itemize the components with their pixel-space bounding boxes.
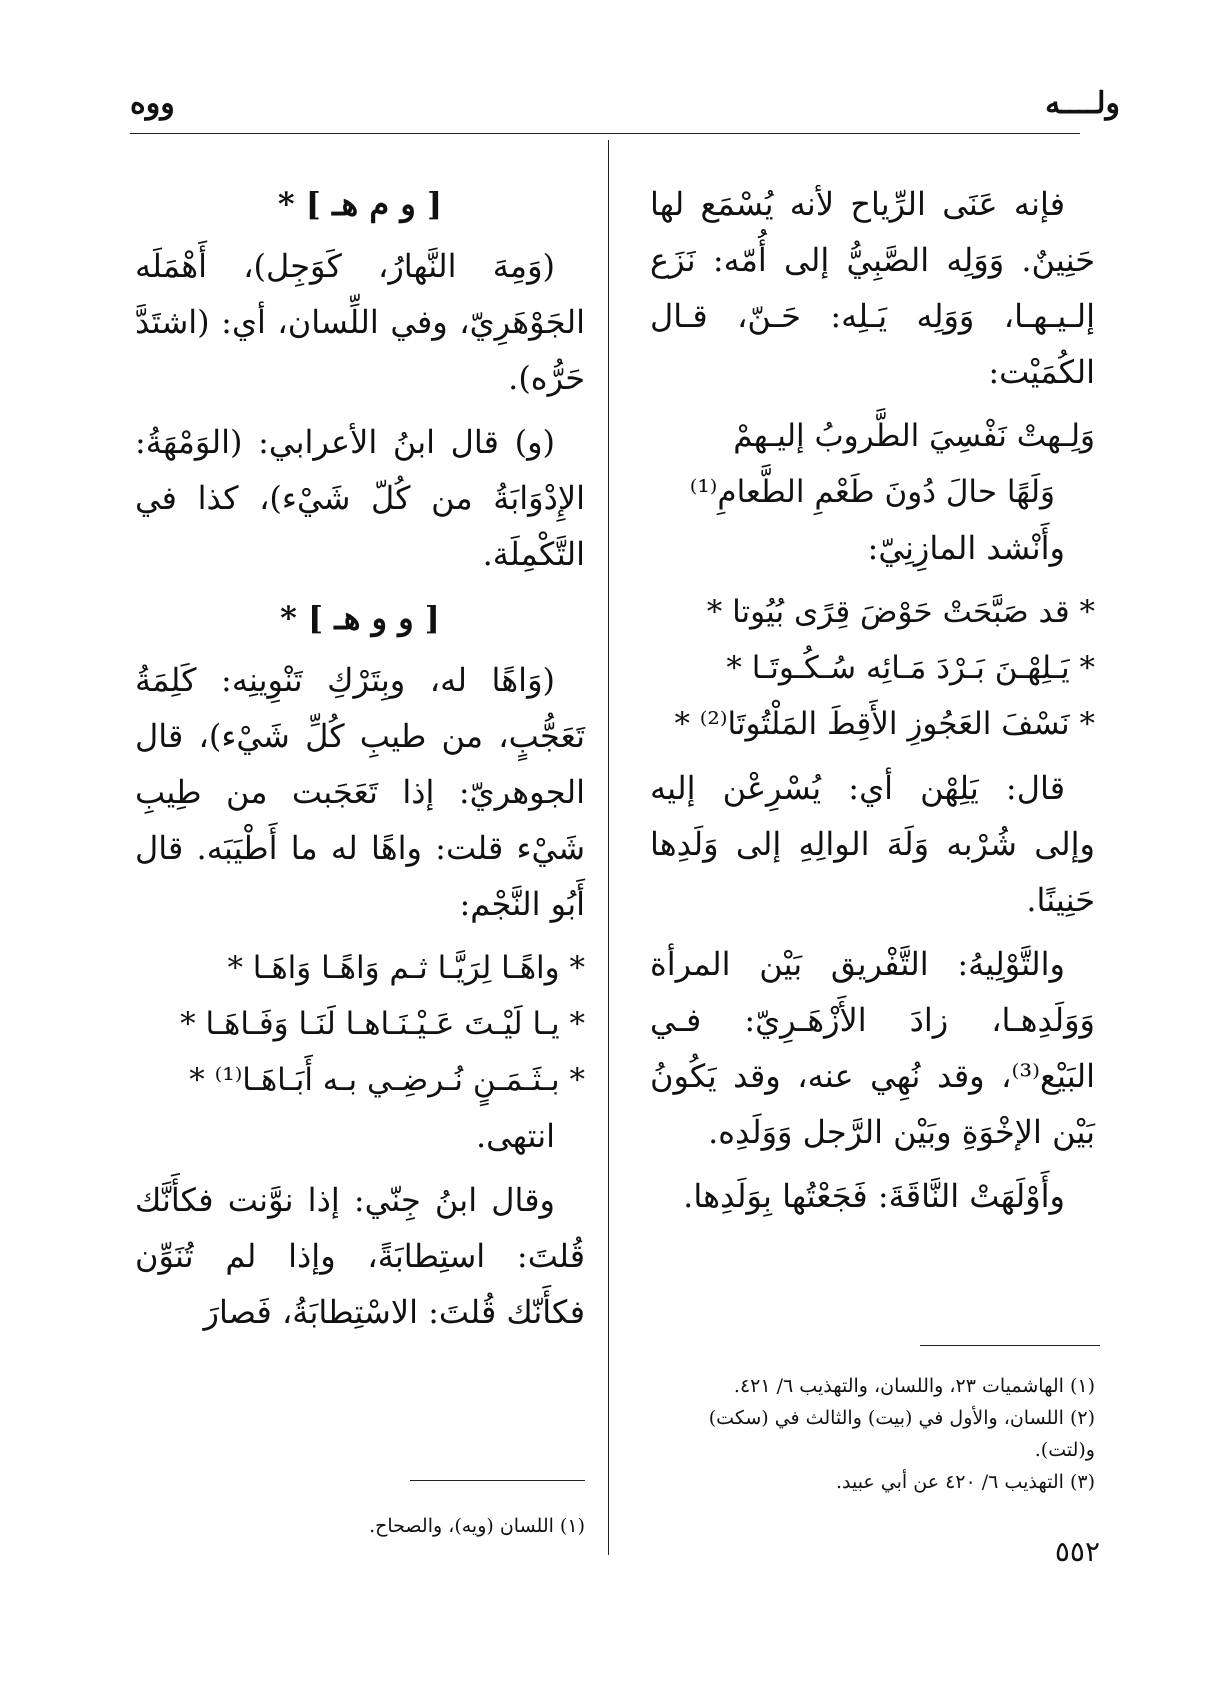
column-divider — [608, 140, 609, 1555]
paragraph: فإنه عَنَى الرِّياح لأنه يُسْمَع لها حَنِينٌ. وَوَلِه الصَّبِيُّ إلى أُمّه: نَزَع إلـيـهـا، وَوَلِه يَـلِه: حَـنّ، قـال الكُمَيْت: — [650, 185, 1095, 391]
running-head-root: ولــــه — [1045, 86, 1120, 121]
footnote: (١) الهاشميات ٢٣، واللسان، والتهذيب ٦/ ٤٢١. — [733, 1375, 1095, 1397]
footnotes-left — [260, 1510, 585, 1542]
rajaz-line: * واهًـا لِرَيَّـا ثـم وَاهًـا وَاهَـا * — [227, 950, 585, 986]
rajaz-line: * يـا لَيْـتَ عَـيْـنَـاهـا لَنَـا وَفَـاهَـا * — [180, 1006, 585, 1042]
paragraph: وأَوْلَهَتْ النَّاقَةَ: فَجَعْتُها بِوَلَدِها. — [683, 1177, 1065, 1215]
footnote-rule — [410, 1480, 585, 1481]
rajaz-line: * قد صَبَّحَتْ حَوْضَ قِرًى بُيُوتا * — [706, 594, 1095, 630]
rajaz-line: * يَـلِهْـنَ بَـرْدَ مَـائِه سُـكُـوتَـا * — [726, 650, 1095, 686]
poem-line: وَلِـهتْ نَفْسِيَ الطَّروبُ إليـهمْ — [733, 418, 1095, 454]
footnote: (٣) التهذيب ٦/ ٤٢٠ عن أبي عبيد. — [835, 1471, 1095, 1493]
header-rule — [130, 133, 1080, 134]
paragraph: وقال ابنُ جِنّي: إذا نوَّنت فكأَنَّك قُلتَ: استِطابَةً، وإذا لم تُنَوِّن فكأَنّك قُلتَ: الاسْتِطابَةُ، فَصارَ — [135, 1181, 585, 1331]
paragraph: قال: يَلِهْن أي: يُسْرِعْن إليه وإلى شُرْبه وَلَهَ الوالِهِ إلى وَلَدِها حَنِينًا. — [650, 769, 1095, 919]
running-head-entry: ووه — [130, 86, 175, 121]
left-column — [135, 176, 585, 1348]
paragraph: انتهى. — [475, 1117, 555, 1155]
paragraph: (وَاهًا له، وبِتَرْكِ تَنْوِينِه: كَلِمَةُ تَعَجُّبٍ، من طيبِ كُلِّ شَيْء)، قال الجوهريّ: إذا تَعَجَبت من طِيبِ شَيْء قلت: واهًا له ما أَطْيَبَه. قال أَبُو النَّجْم: — [135, 661, 585, 923]
entry-heading: [ و و هـ ] * — [280, 599, 440, 637]
rajaz-line: * نَسْفَ العَجُوزِ الأَقِطَ المَلْتُوتَا⁽²⁾ * — [674, 706, 1095, 742]
entry-heading: [ و م هـ ] * — [277, 185, 443, 223]
paragraph: (و) قال ابنُ الأعرابي: (الوَمْهَةُ: الإِدْوَابَةُ من كُلّ شَيْء)، كذا في التَّكْمِلَة. — [135, 423, 585, 573]
paragraph: والتَّوْلِيهُ: التَّفْريق بَيْن المرأة وَوَلَدِهـا، زادَ الأَزْهَـرِيّ: فـي البَيْع⁽³⁾، وقد نُهِي عنه، وقد يَكُونُ بَيْن الإخْوَةِ وبَيْن الرَّجل وَوَلَدِه. — [650, 945, 1095, 1151]
paragraph: (وَمِهَ النَّهارُ، كَوَجِل)، أَهْمَلَه الجَوْهَرِيّ، وفي اللِّسان، أي: (اشتَدَّ حَرُّه). — [135, 247, 585, 397]
paragraph: وأَنْشد المازِنِيّ: — [867, 529, 1065, 567]
rajaz-line: * بـثَـمَـنٍ نُـرضِـي بـه أَبَـاهَـا⁽¹⁾ * — [189, 1062, 585, 1098]
footnote: (١) اللسان (ويه)، والصحاح. — [369, 1515, 585, 1537]
footnotes-right — [650, 1370, 1095, 1498]
footnote: (٢) اللسان، والأول في (بيت) والثالث في (سكت) و(لتت). — [708, 1407, 1095, 1461]
page-number: ٥٥٢ — [1054, 1535, 1100, 1568]
footnote-rule — [920, 1345, 1100, 1346]
poem-line: وَلَهًا حالَ دُونَ طَعْمِ الطَّعامِ⁽¹⁾ — [689, 474, 1055, 510]
right-column — [650, 176, 1095, 1232]
